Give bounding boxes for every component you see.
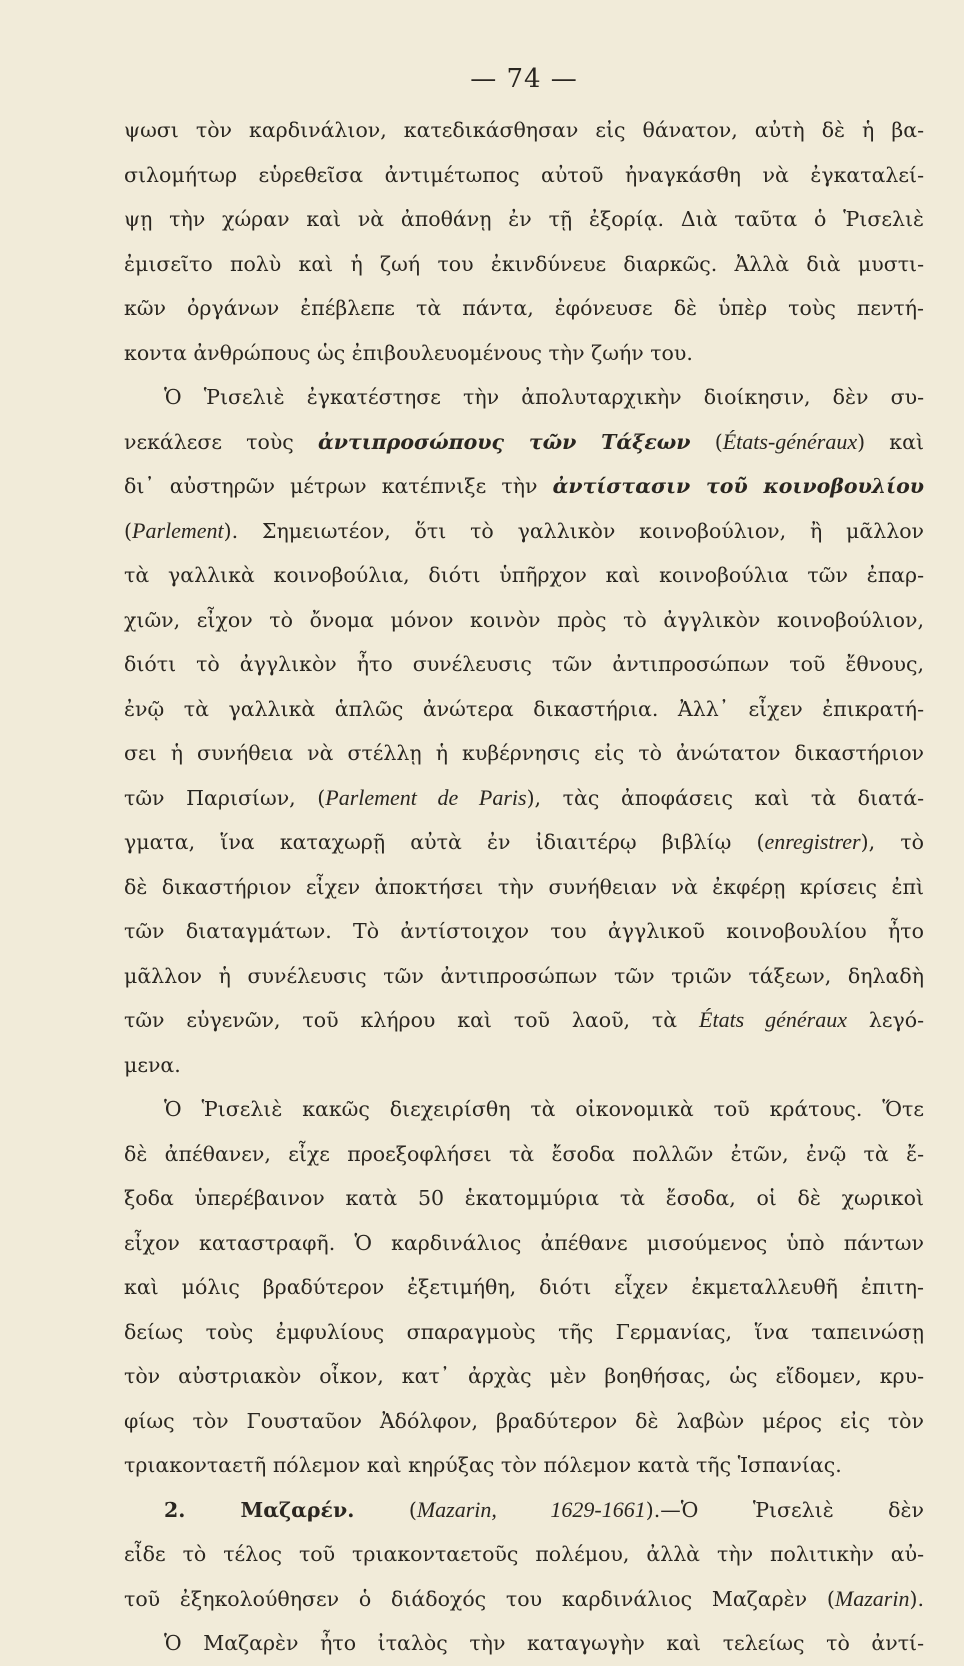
text-line	[124, 865, 924, 910]
text-span: (	[690, 429, 723, 454]
emphasis-text: Mazarin, 1629-1661	[416, 1496, 646, 1522]
text-line	[124, 1443, 924, 1488]
text-line	[124, 242, 924, 287]
emphasis-text: États-généraux	[722, 428, 858, 454]
text-line	[124, 731, 924, 776]
text-span: δι᾽ αὐστηρῶν μέτρων κατέπνιξε τὴν	[124, 474, 553, 498]
text-line	[124, 687, 924, 732]
text-span: ), τὰς ἀποφάσεις καὶ τὰ διατά-	[526, 785, 924, 810]
text-span: ψωσι τὸν καρδινάλιον, κατεδικάσθησαν εἰς θάνατον, αὐτὴ δὲ ἡ βα-	[124, 118, 924, 142]
text-span: Ὁ Ῥισελιὲ ἐγκατέστησε τὴν ἀπολυταρχικὴν διοίκησιν, δὲν συ-	[164, 385, 924, 409]
text-span: μᾶλλον ἡ συνέλευσις τῶν ἀντιπροσώπων τῶν τριῶν τάξεων, δηλαδὴ	[124, 963, 924, 988]
text-span: ).—Ὁ Ῥισελιὲ δὲν	[645, 1497, 924, 1522]
text-span: τῶν Παρισίων, (	[124, 785, 326, 810]
emphasis-text: Parlement	[132, 517, 224, 543]
text-span: τοῦ ἐξηκολούθησεν ὁ διάδοχός του καρδινάλιος Μαζαρὲν (	[124, 1586, 835, 1611]
text-line	[124, 598, 924, 643]
text-line	[124, 1221, 924, 1266]
text-span: δὲ δικαστήριον εἶχεν ἀποκτήσει τὴν συνήθειαν νὰ ἐκφέρῃ κρίσεις ἐπὶ	[124, 874, 924, 899]
text-line	[124, 1043, 924, 1088]
text-line	[124, 642, 924, 687]
emphasis-text: 2.	[164, 1497, 241, 1522]
text-line	[124, 1354, 924, 1399]
text-span: εἶδε τὸ τέλος τοῦ τριακονταετοῦς πολέμου, ἀλλὰ τὴν πολιτικὴν αὐ-	[124, 1542, 924, 1566]
text-line	[124, 1132, 924, 1177]
text-span: σει ἡ συνήθεια νὰ στέλλῃ ἡ κυβέρνησις εἰς τὸ ἀνώτατον δικαστήριον	[124, 741, 924, 765]
text-span: κοντα ἀνθρώπους ὡς ἐπιβουλευομένους τὴν ζωήν του.	[124, 340, 693, 365]
text-line	[124, 1265, 924, 1310]
text-line	[124, 509, 924, 554]
text-span: Ὁ Μαζαρὲν ἦτο ἰταλὸς τὴν καταγωγὴν καὶ τελείως τὸ ἀντί-	[164, 1631, 924, 1655]
text-span: Ὁ Ῥισελιὲ κακῶς διεχειρίσθη τὰ οἰκονομικὰ τοῦ κράτους. Ὅτε	[164, 1097, 924, 1121]
text-span: λεγό-	[846, 1008, 924, 1032]
emphasis-text: États généraux	[699, 1007, 847, 1032]
text-span: χιῶν, εἶχον τὸ ὄνομα μόνον κοινὸν πρὸς τὸ ἀγγλικὸν κοινοβούλιον,	[124, 607, 924, 632]
text-span: τὸν αὐστριακὸν οἶκον, κατ᾽ ἀρχὰς μὲν βοηθήσας, ὡς εἴδομεν, κρυ-	[124, 1364, 924, 1388]
text-span: ψῃ τὴν χώραν καὶ νὰ ἀποθάνῃ ἐν τῇ ἐξορίᾳ. Διὰ ταῦτα ὁ Ῥισελιὲ	[124, 207, 924, 231]
text-line	[124, 553, 924, 598]
text-span: ), τὸ	[860, 830, 924, 854]
text-span: δείως τοὺς ἐμφυλίους σπαραγμοὺς τῆς Γερμανίας, ἵνα ταπεινώσῃ	[124, 1319, 924, 1344]
emphasis-text: enregistrer	[764, 829, 861, 854]
text-line	[124, 153, 924, 198]
text-line	[124, 998, 924, 1043]
text-span: τῶν διαταγμάτων. Τὸ ἀντίστοιχον του ἀγγλικοῦ κοινοβουλίου ἦτο	[124, 919, 924, 943]
text-span: ἐμισεῖτο πολὺ καὶ ἡ ζωή του ἐκινδύνευε διαρκῶς. Ἀλλὰ διὰ μυστι-	[124, 251, 924, 276]
text-span: κῶν ὀργάνων ἐπέβλεπε τὰ πάντα, ἐφόνευσε δὲ ὑπὲρ τοὺς πεντή-	[124, 296, 924, 320]
text-line	[124, 197, 924, 242]
text-line	[124, 1087, 924, 1132]
text-line	[124, 909, 924, 954]
page-number: — 74 —	[470, 64, 578, 94]
emphasis-text: Parlement de Paris	[325, 784, 527, 810]
text-line	[124, 1176, 924, 1221]
text-span: ) καὶ	[857, 429, 924, 454]
text-line	[124, 286, 924, 331]
text-span: διότι τὸ ἀγγλικὸν ἦτο συνέλευσις τῶν ἀντιπροσώπων τοῦ ἔθνους,	[124, 652, 924, 676]
text-span: (	[124, 518, 132, 543]
text-span: φίως τὸν Γουσταῦον Ἀδόλφον, βραδύτερον δὲ λαβὼν μέρος εἰς τὸν	[124, 1408, 924, 1433]
text-line	[124, 820, 924, 865]
text-line	[124, 776, 924, 821]
text-span: νεκάλεσε τοὺς	[124, 429, 318, 454]
text-line	[124, 1488, 924, 1533]
text-span: καὶ μόλις βραδύτερον ἐξετιμήθη, διότι εἶχεν ἐκμεταλλευθῆ ἐπιτη-	[124, 1275, 924, 1299]
emphasis-text: ἀντίστασιν τοῦ κοινοβουλίου	[552, 474, 924, 498]
text-line	[124, 1621, 924, 1666]
text-line	[124, 464, 924, 509]
emphasis-text: Mazarin	[834, 1585, 910, 1611]
text-line	[124, 1577, 924, 1622]
text-line	[124, 420, 924, 465]
text-span: τῶν εὐγενῶν, τοῦ κλήρου καὶ τοῦ λαοῦ, τὰ	[124, 1008, 700, 1032]
text-line	[124, 331, 924, 376]
text-line	[124, 1399, 924, 1444]
text-line	[124, 1310, 924, 1355]
body-text	[124, 108, 924, 1666]
text-span: εἶχον καταστραφῆ. Ὁ καρδινάλιος ἀπέθανε μισούμενος ὑπὸ πάντων	[124, 1230, 924, 1255]
text-span: ξοδα ὑπερέβαινον κατὰ 50 ἑκατομμύρια τὰ ἔσοδα, οἱ δὲ χωρικοὶ	[124, 1186, 924, 1210]
emphasis-text: Μαζαρέν.	[240, 1497, 355, 1522]
text-line	[124, 954, 924, 999]
text-line	[124, 108, 924, 153]
text-span: (	[354, 1497, 417, 1522]
text-span: δὲ ἀπέθανεν, εἶχε προεξοφλήσει τὰ ἔσοδα πολλῶν ἐτῶν, ἐνῷ τὰ ἔ-	[124, 1141, 924, 1166]
text-line	[124, 375, 924, 420]
emphasis-text: ἀντιπροσώπους τῶν Τάξεων	[317, 429, 691, 454]
text-span: τριακονταετῆ πόλεμον καὶ κηρύξας τὸν πόλεμον κατὰ τῆς Ἱσπανίας.	[124, 1453, 842, 1477]
text-span: μενα.	[124, 1052, 181, 1077]
text-span: τὰ γαλλικὰ κοινοβούλια, διότι ὑπῆρχον καὶ κοινοβούλια τῶν ἐπαρ-	[124, 563, 924, 587]
text-span: σιλομήτωρ εὑρεθεῖσα ἀντιμέτωπος αὐτοῦ ἠναγκάσθη νὰ ἐγκαταλεί-	[124, 162, 924, 187]
text-span: γματα, ἵνα καταχωρῇ αὐτὰ ἐν ἰδιαιτέρῳ βιβλίῳ (	[124, 830, 765, 854]
text-span: ἐνῷ τὰ γαλλικὰ ἁπλῶς ἀνώτερα δικαστήρια. Ἀλλ᾽ εἶχεν ἐπικρατή-	[124, 696, 924, 721]
text-span: ).	[909, 1586, 924, 1611]
text-line	[124, 1532, 924, 1577]
text-span: ). Σημειωτέον, ὅτι τὸ γαλλικὸν κοινοβούλιον, ἢ μᾶλλον	[223, 518, 924, 543]
